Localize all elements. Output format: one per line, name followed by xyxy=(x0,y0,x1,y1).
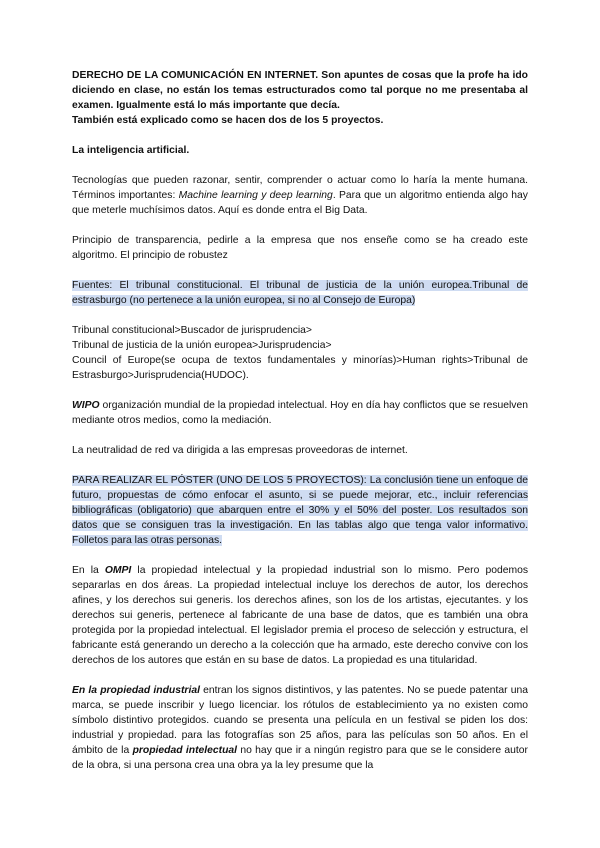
highlighted-text: PARA REALIZAR EL PÓSTER (UNO DE LOS 5 PROYECTOS): La conclusión tiene un enfoque de futuro, propuestas de cómo enfocar el asunto, si se puede mejorar, etc., incluir referencias bibliográficas (obligatorio) que abarquen entre el 30% y el 50% del poster. Los resultados son datos que se consiguen tras la investigación. En las tablas algo que tenga valor informativo. Folletos para las otras personas. xyxy=(72,475,528,546)
paragraph-poster xyxy=(72,473,528,548)
emphasis-text: OMPI xyxy=(104,565,132,576)
paragraph-text: no hay que ir a ningún registro para que se le considere autor de la obra, si una persona crea una obra ya la ley presume que la xyxy=(72,745,529,771)
emphasis-text: propiedad intelectual xyxy=(132,745,238,756)
path-line-3: Council of Europe(se ocupa de textos fundamentales y minorías)>Human rights>Tribunal de Estrasburgo>Jurisprudencia(HUDOC). xyxy=(72,355,528,381)
highlighted-text: Fuentes: El tribunal constitucional. El tribunal de justicia de la unión europea.Tribunal de estrasburgo (no pertenece a la unión europea, si no al Consejo de Europa) xyxy=(72,280,528,306)
paragraph-sources xyxy=(72,278,528,308)
path-line-2: Tribunal de justicia de la unión europea>Jurisprudencia> xyxy=(72,340,332,351)
header-line-2: También está explicado como se hacen dos de los 5 proyectos. xyxy=(72,115,384,126)
emphasis-text: En la propiedad industrial xyxy=(72,685,200,696)
paragraph-text: Tecnologías que pueden razonar, sentir, comprender o actuar como lo haría la mente humana. Términos importantes: xyxy=(72,175,528,201)
paragraph-net-neutrality: La neutralidad de red va dirigida a las empresas proveedoras de internet. xyxy=(72,445,408,456)
paragraph-search-paths xyxy=(72,323,528,383)
document-page xyxy=(72,68,528,773)
paragraph-ompi xyxy=(72,563,528,668)
emphasis-text: Machine learning y deep learning xyxy=(178,190,333,201)
paragraph-text: . Para que un algoritmo entienda algo hay que meterle muchísimos datos. Aquí es donde entra el Big Data. xyxy=(72,190,528,216)
header-line-1: DERECHO DE LA COMUNICACIÓN EN INTERNET. Son apuntes de cosas que la profe ha ido diciendo en clase, no están los temas estructurados como tal porque no me presentaba al examen. Igualmente está lo más importante que decía. xyxy=(72,70,528,111)
paragraph-text: la propiedad intelectual y la propiedad industrial son lo mismo. Pero podemos separarlas en dos áreas. La propiedad intelectual incluye los derechos de autor, los derechos afines, y los derechos sui generis. los derechos afines, son los de los artistas, ejecutantes. y los derechos sui generis, pertenece al fabricante de una base de datos, que es también una obra protegida por la propiedad intelectual. El legislador premia el proceso de selección y estructura, el fabricante está generando un derecho a la colección que ha armado, este derecho convive con los derechos de los autores que están en su base de datos. La propiedad es una titularidad. xyxy=(72,565,529,666)
paragraph-text: organización mundial de la propiedad intelectual. Hoy en día hay conflictos que se resuelven mediante otros medios, como la mediación. xyxy=(72,400,528,426)
paragraph-industrial-property xyxy=(72,683,528,773)
paragraph-text: entran los signos distintivos, y las patentes. No se puede patentar una marca, se puede inscribir y luego licenciar. los rótulos de establecimiento ya no existen como símbolo distintivo protegidos. cuando se presenta una película en un festival se piden los dos: industrial y propiedad. para las fotografías son 25 años, para las películas son 50 años. En el ámbito de la xyxy=(72,685,528,756)
document-header xyxy=(72,68,528,128)
section-title: La inteligencia artificial. xyxy=(72,145,190,156)
path-line-1: Tribunal constitucional>Buscador de jurisprudencia> xyxy=(72,325,312,336)
paragraph-wipo xyxy=(72,398,528,428)
paragraph-text: En la xyxy=(72,565,105,576)
paragraph-ai-definition xyxy=(72,173,528,218)
paragraph-transparency: Principio de transparencia, pedirle a la empresa que nos enseñe como se ha creado este algoritmo. El principio de robustez xyxy=(72,235,528,261)
emphasis-text: WIPO xyxy=(72,400,100,411)
